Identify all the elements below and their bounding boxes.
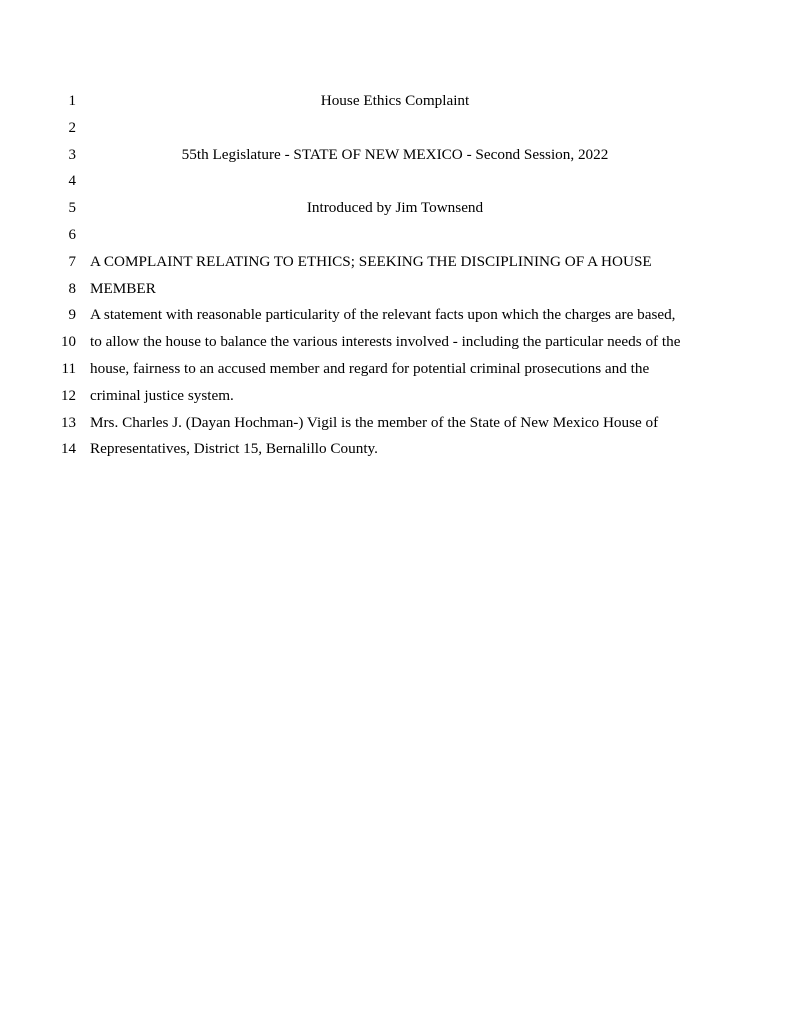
document-line	[0, 249, 791, 276]
line-number: 7	[68, 253, 76, 270]
line-text: criminal justice system.	[90, 386, 234, 404]
document-line	[0, 88, 791, 115]
line-text: house, fairness to an accused member and regard for potential criminal prosecutions and the	[90, 359, 650, 377]
line-number: 1	[68, 93, 76, 109]
document-line	[0, 329, 791, 356]
line-number: 6	[68, 226, 76, 243]
line-number: 4	[68, 173, 76, 190]
line-text: Mrs. Charles J. (Dayan Hochman-) Vigil is the member of the State of New Mexico House of	[90, 413, 659, 431]
line-text: A COMPLAINT RELATING TO ETHICS; SEEKING THE DISCIPLINING OF A HOUSE	[90, 252, 652, 270]
line-text: Introduced by Jim Townsend	[306, 199, 484, 217]
line-number: 3	[68, 146, 76, 163]
document-line	[0, 195, 791, 222]
line-text: 55th Legislature - STATE OF NEW MEXICO - Second Session, 2022	[181, 145, 609, 163]
document-line	[0, 115, 791, 142]
document-line	[0, 168, 791, 195]
line-number: 2	[68, 119, 76, 136]
line-text: MEMBER	[90, 279, 156, 297]
line-text	[84, 115, 791, 142]
document-line	[0, 356, 791, 383]
document-line	[0, 302, 791, 329]
line-text: A statement with reasonable particularity of the relevant facts upon which the charges are based,	[90, 306, 676, 324]
line-number: 14	[61, 441, 76, 458]
document-line	[0, 436, 791, 463]
line-text	[84, 168, 791, 195]
line-number: 8	[68, 280, 76, 297]
line-number: 9	[68, 307, 76, 324]
document-line	[0, 410, 791, 437]
document-line	[0, 142, 791, 169]
line-number: 5	[68, 200, 76, 217]
document-line	[0, 222, 791, 249]
document-body	[0, 88, 791, 463]
line-text: to allow the house to balance the various interests involved - including the particular needs of the	[90, 333, 681, 351]
line-number: 13	[61, 414, 76, 431]
document-line	[0, 276, 791, 303]
line-number: 12	[61, 387, 76, 404]
document-line	[0, 383, 791, 410]
line-text: Representatives, District 15, Bernalillo County.	[90, 440, 378, 458]
line-text	[84, 222, 791, 249]
line-number: 11	[61, 360, 76, 377]
line-text: House Ethics Complaint	[320, 92, 470, 109]
line-number: 10	[61, 334, 76, 351]
